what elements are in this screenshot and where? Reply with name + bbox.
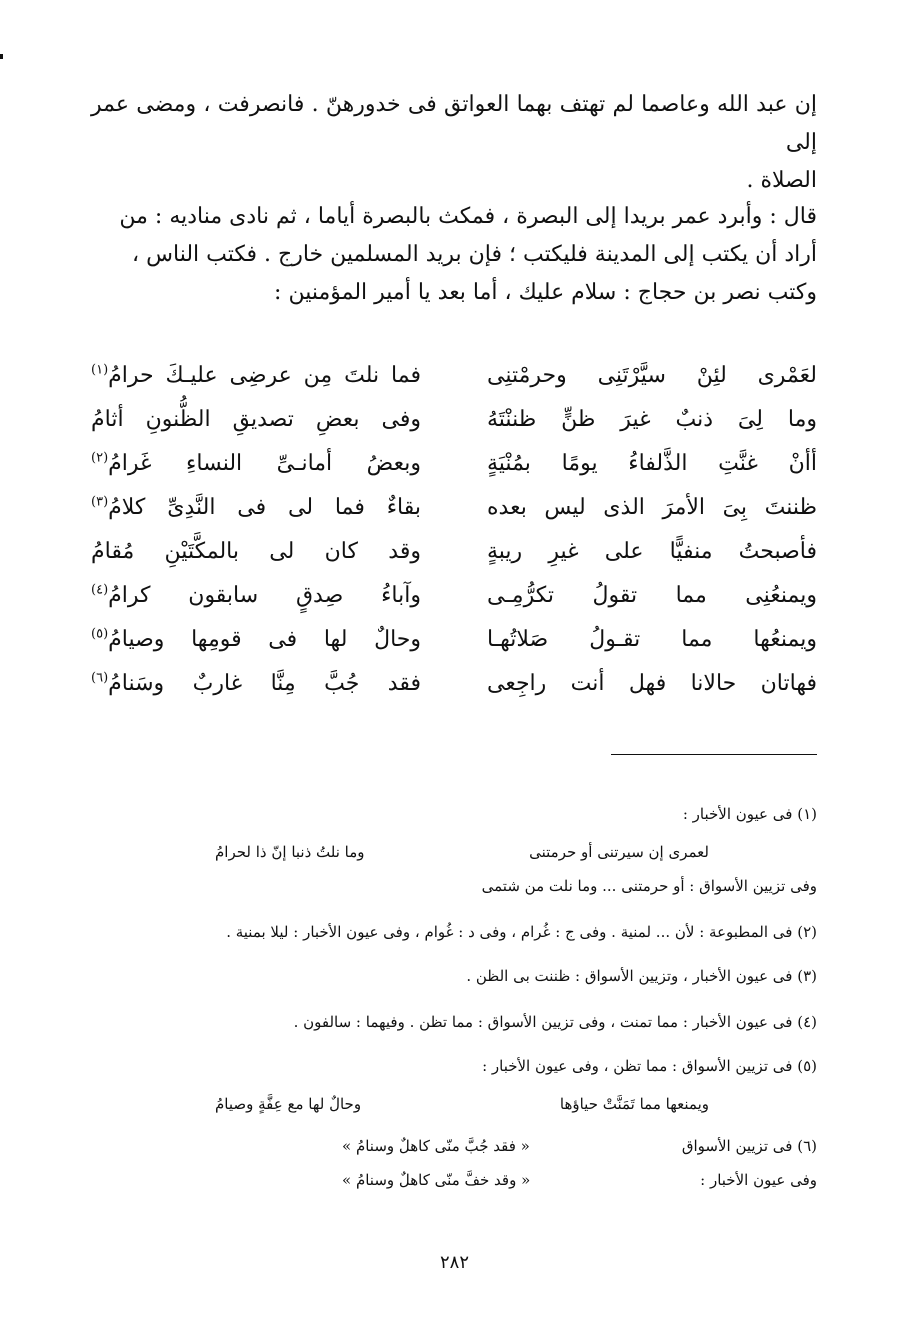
- verse-text: وآباءُ صِدقٍ سابقون كرامُ: [108, 583, 421, 608]
- verse-text: فما نلتَ مِن عرضِى عليـكَ حرامُ: [108, 363, 421, 388]
- footnote-1-verse-second: وما نلتُ ذنبا إنّ ذا لحرامُ: [215, 843, 365, 861]
- verse-row: [91, 442, 817, 486]
- footnote-marker: (٢): [91, 450, 109, 466]
- paragraph-line: قال : وأبرد عمر بريدا إلى البصرة ، فمكث بالبصرة أياما ، ثم نادى مناديه : من: [119, 204, 817, 229]
- paragraph-1: [91, 86, 817, 200]
- verse-text: فقد جُبَّ مِنَّا غاربٌ وسَنامُ: [108, 671, 421, 696]
- verse-row: [91, 354, 817, 398]
- footnote-marker: (٣): [91, 494, 109, 510]
- verse-first-hemistich: لعَمْرى لئِنْ سيَّرْتَنِى وحرمْتنِى: [487, 363, 817, 388]
- footnote-6-label-2: وفى عيون الأخبار :: [700, 1171, 817, 1189]
- verse-row: [91, 398, 817, 442]
- footnote-1-note: وفى تزيين الأسواق : أو حرمتنى ... وما نلت من شتمى: [481, 877, 817, 895]
- verse-row: [91, 530, 817, 574]
- footnote-marker: (١): [91, 362, 109, 378]
- footnote-marker: (٥): [91, 626, 109, 642]
- footnote-1-verse-first: لعمرى إن سيرتنى أو حرمتنى: [529, 843, 709, 861]
- paragraph-line: وكتب نصر بن حجاج : سلام عليك ، أما بعد يا أمير المؤمنين :: [274, 280, 817, 305]
- paragraph-line: إن عبد الله وعاصما لم تهتف بهما العواتق فى خدورهنّ . فانصرفت ، ومضى عمر إلى: [91, 92, 817, 155]
- footnote-5-heading: (٥) فى تزيين الأسواق : مما تظن ، وفى عيون الأخبار :: [482, 1057, 817, 1075]
- margin-mark: [0, 54, 3, 59]
- paragraph-line: الصلاة .: [746, 168, 817, 193]
- verse-text: وقد كان لى بالمكَّتَيْنِ مُقامُ: [91, 539, 421, 564]
- verse-second-hemistich: [91, 530, 421, 574]
- verse-second-hemistich: [91, 618, 421, 662]
- page-number: ٢٨٢: [439, 1252, 469, 1273]
- verse-first-hemistich: وما لِىَ ذنبٌ غيرَ ظنٍّ ظننْتَهُ: [487, 407, 817, 432]
- footnote-4: (٤) فى عيون الأخبار : مما تمنت ، وفى تزيين الأسواق : مما تظن . وفيهما : سالفون .: [293, 1013, 817, 1031]
- footnote-3: (٣) فى عيون الأخبار ، وتزيين الأسواق : ظننت بى الظن .: [466, 967, 817, 985]
- footnote-marker: (٤): [91, 582, 109, 598]
- verse-first-hemistich: ويمنعُها مما تقـولُ صَلاتُهـا: [487, 627, 817, 652]
- verse-row: [91, 486, 817, 530]
- paragraph-2: [91, 198, 817, 312]
- verse-second-hemistich: [91, 574, 421, 618]
- verse-second-hemistich: [91, 354, 421, 398]
- footnote-marker: (٦): [91, 670, 109, 686]
- footnote-6-variant: « فقد جُبَّ منّى كاهلٌ وسنامُ »: [342, 1137, 530, 1155]
- verse-first-hemistich: فهاتان حالانا فهل أنت راجِعى: [487, 671, 817, 696]
- verse-first-hemistich: فأصبحتُ منفيًّا على غيرِ ريبةٍ: [487, 539, 817, 564]
- paragraph-line: أراد أن يكتب إلى المدينة فليكتب ؛ فإن بريد المسلمين خارج . فكتب الناس ،: [132, 242, 817, 267]
- footnote-5-verse-first: ويمنعها مما تَمَنَّتْ حياؤها: [559, 1095, 709, 1113]
- footnote-5-verse-second: وحالٌ لها مع عِفَّةٍ وصيامُ: [215, 1095, 362, 1113]
- verse-text: وحالٌ لها فى قومِها وصيامُ: [108, 627, 421, 652]
- verse-row: [91, 574, 817, 618]
- verse-second-hemistich: [91, 442, 421, 486]
- verse-second-hemistich: [91, 486, 421, 530]
- verse-first-hemistich: ظننتَ بِىَ الأمرَ الذى ليس بعده: [487, 495, 817, 520]
- footnote-6-label: (٦) فى تزيين الأسواق: [681, 1137, 817, 1155]
- verse-first-hemistich: ويمنعُنِى مما تقولُ تكرُّمِـى: [487, 583, 817, 608]
- verse-second-hemistich: [91, 398, 421, 442]
- verse-row: [91, 662, 817, 706]
- footnote-6-variant-2: « وقد خفَّ منّى كاهلٌ وسنامُ »: [342, 1171, 531, 1189]
- verse-text: وفى بعضِ تصديقِ الظُّنونِ أثامُ: [91, 407, 421, 432]
- verse-text: بقاءٌ فما لى فى النَّدِىِّ كلامُ: [108, 495, 421, 520]
- footnote-separator: [611, 754, 817, 755]
- verse-first-hemistich: أأنْ غنَّتِ الذَّلفاءُ يومًا بمُنْيَةٍ: [487, 451, 817, 476]
- footnote-1-heading: (١) فى عيون الأخبار :: [682, 805, 817, 823]
- verse-text: وبعضُ أمانـىِّ النساءِ غَرامُ: [108, 451, 421, 476]
- footnote-2: (٢) فى المطبوعة : لأن ... لمنية . وفى ج : غُرام ، وفى د : غُوام ، وفى عيون الأخبار : ليلا بمنية .: [226, 923, 817, 941]
- verse-row: [91, 618, 817, 662]
- verse-second-hemistich: [91, 662, 421, 706]
